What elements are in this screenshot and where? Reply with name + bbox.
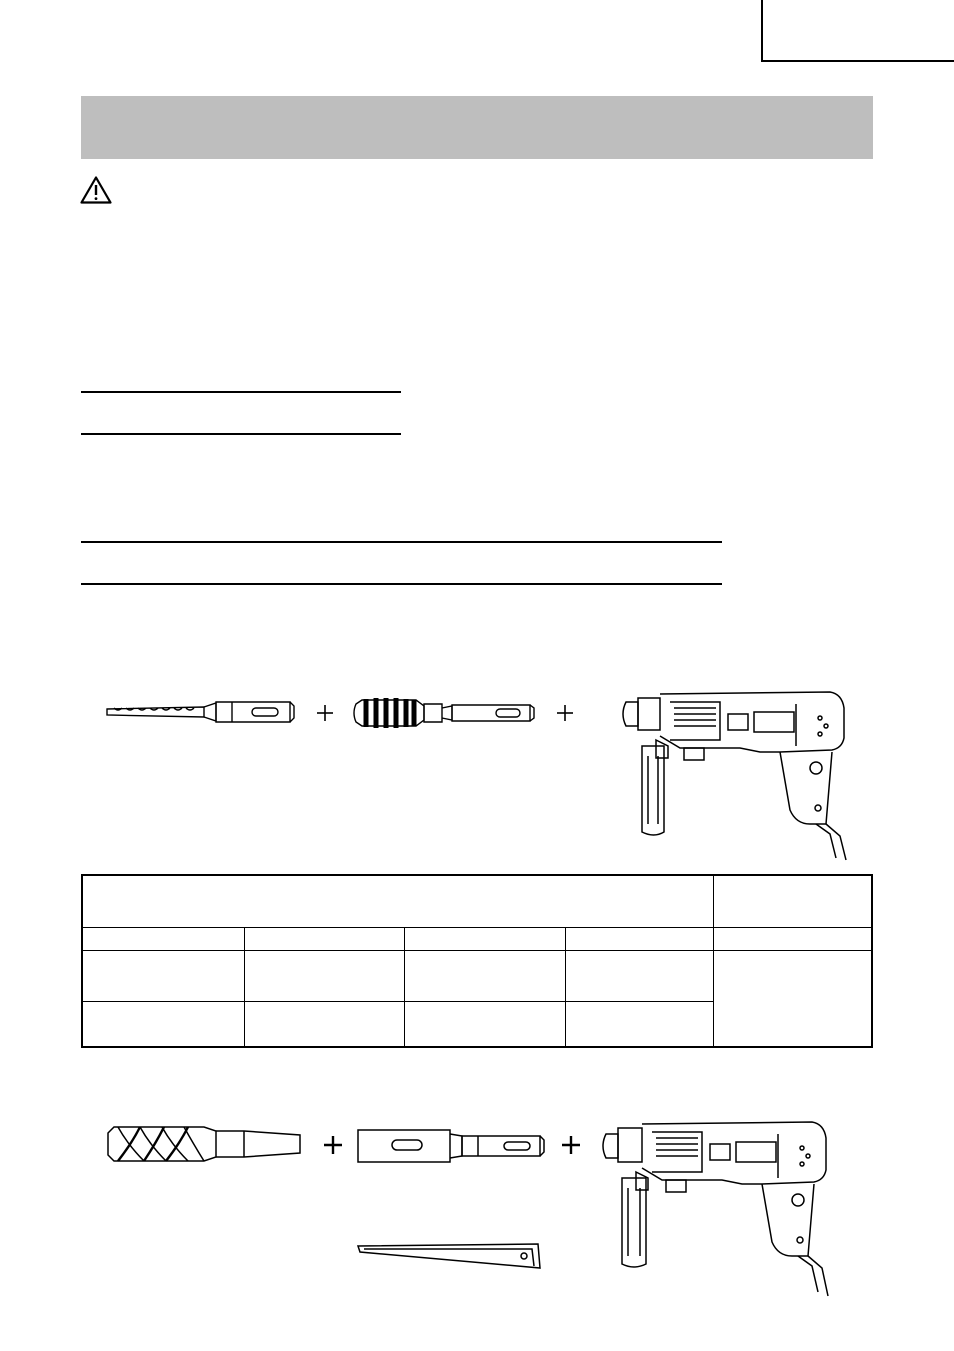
cotter-illustration (354, 1240, 544, 1272)
blank-rule-4 (81, 583, 722, 585)
blank-rule-3 (81, 541, 722, 543)
table-row-divider-1 (83, 927, 871, 928)
table-col-divider-3 (565, 927, 566, 1046)
sds-drill-bit-illustration (104, 698, 296, 726)
table-row-divider-3 (83, 1001, 713, 1002)
plus-sign-3 (322, 1134, 344, 1156)
specification-table (81, 874, 873, 1048)
taper-shank-adapter-illustration (354, 1126, 548, 1166)
plus-sign-1 (315, 703, 335, 723)
plus-sign-4 (560, 1134, 582, 1156)
table-col-divider-main (713, 876, 714, 1046)
blank-rule-1 (81, 391, 401, 393)
section-header-bar (81, 96, 873, 159)
table-col-divider-1 (244, 927, 245, 1046)
rotary-hammer-illustration-1 (620, 690, 852, 868)
table-col-divider-2 (404, 927, 405, 1046)
page-corner-tab (761, 0, 954, 62)
rotary-hammer-illustration-2 (600, 1120, 836, 1300)
core-bit-adapter-illustration (352, 690, 538, 736)
blank-rule-2 (81, 433, 401, 435)
taper-shank-drill-bit-illustration (104, 1121, 304, 1165)
table-row-divider-2 (83, 950, 871, 951)
warning-triangle-icon (80, 176, 112, 204)
plus-sign-2 (555, 703, 575, 723)
